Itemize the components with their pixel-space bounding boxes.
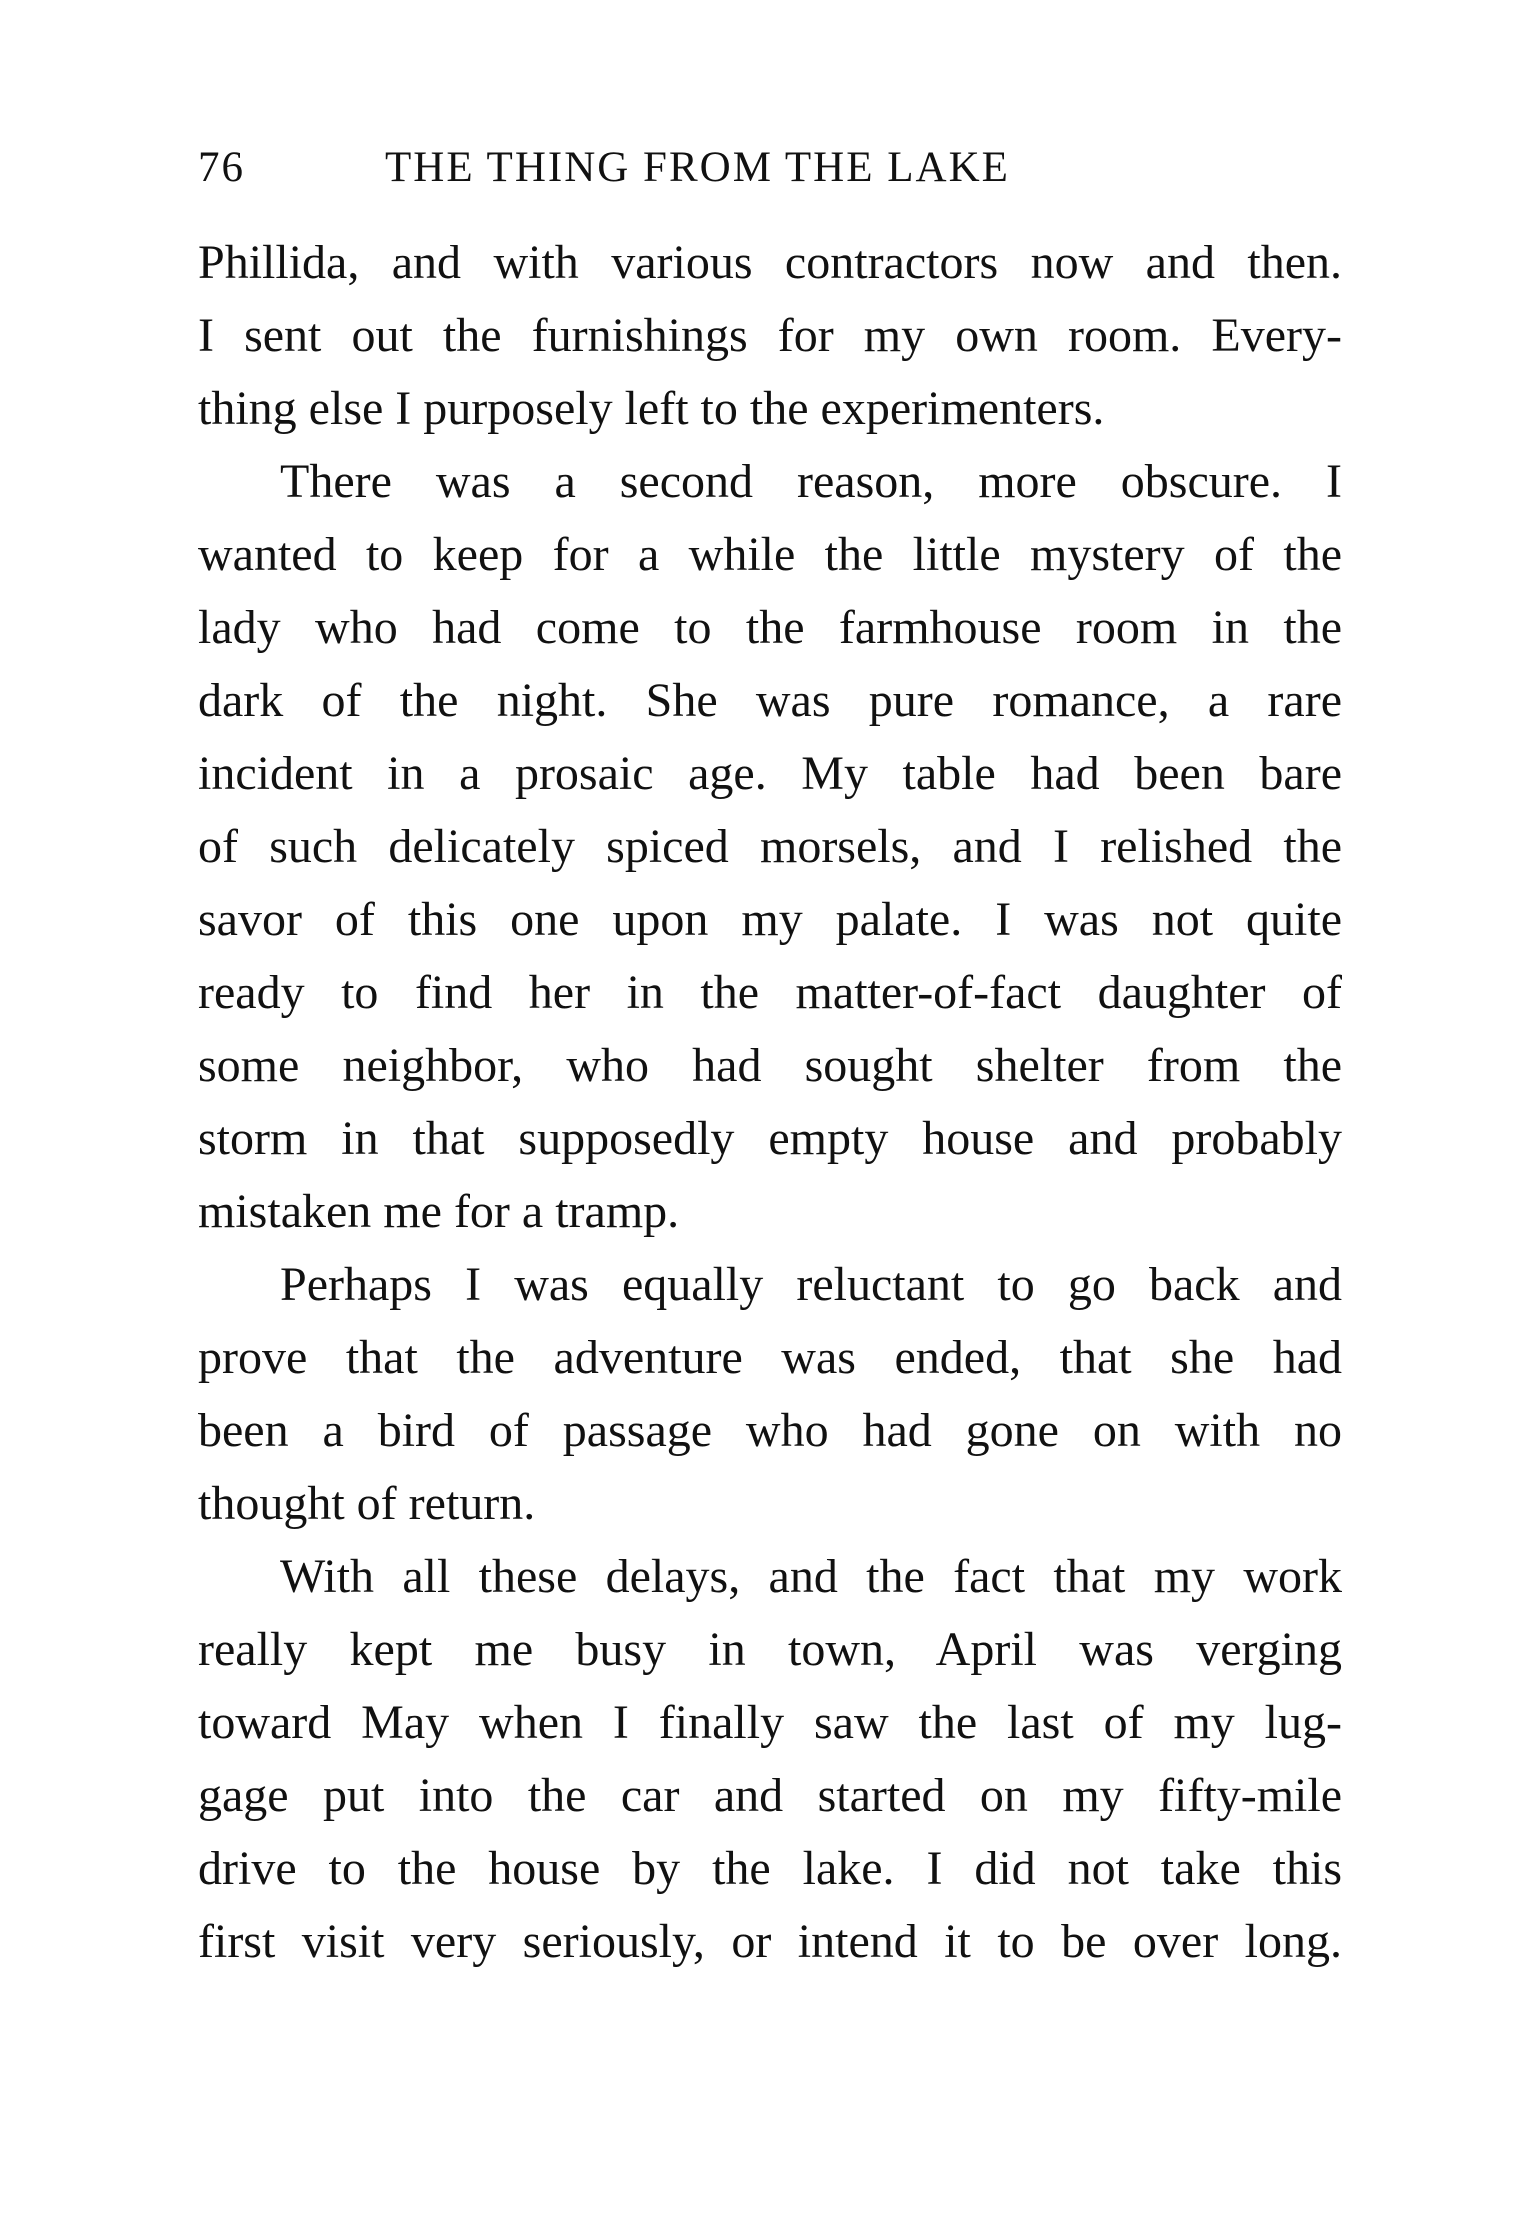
page-number: 76: [198, 144, 245, 191]
text-line: wanted to keep for a while the little mystery of the: [198, 528, 1342, 581]
text-line: incident in a prosaic age. My table had been bare: [198, 747, 1342, 800]
text-line: thought of return.: [198, 1477, 536, 1530]
text-line: Phillida, and with various contractors now and then.: [198, 236, 1342, 289]
text-line: I sent out the furnishings for my own room. Every-: [198, 309, 1342, 362]
running-head: [198, 138, 1342, 198]
text-line: storm in that supposedly empty house and probably: [198, 1112, 1342, 1165]
text-line: really kept me busy in town, April was verging: [198, 1623, 1342, 1676]
text-line: lady who had come to the farmhouse room in the: [198, 601, 1342, 654]
text-line: been a bird of passage who had gone on with no: [198, 1404, 1342, 1457]
text-line: mistaken me for a tramp.: [198, 1185, 680, 1238]
text-line: With all these delays, and the fact that my work: [280, 1550, 1342, 1603]
text-line: toward May when I finally saw the last of my lug-: [198, 1696, 1342, 1749]
running-title: THE THING FROM THE LAKE: [385, 144, 1010, 191]
text-line: drive to the house by the lake. I did not take this: [198, 1842, 1342, 1895]
text-line: savor of this one upon my palate. I was not quite: [198, 893, 1342, 946]
text-line: There was a second reason, more obscure. I: [280, 455, 1342, 508]
text-line: dark of the night. She was pure romance, a rare: [198, 674, 1342, 727]
text-line: Perhaps I was equally reluctant to go back and: [280, 1258, 1342, 1311]
text-line: of such delicately spiced morsels, and I relished the: [198, 820, 1342, 873]
text-line: thing else I purposely left to the experimenters.: [198, 382, 1105, 435]
text-line: first visit very seriously, or intend it to be over long.: [198, 1915, 1342, 1968]
text-line: prove that the adventure was ended, that she had: [198, 1331, 1342, 1384]
body-text: [198, 226, 1342, 1978]
text-line: some neighbor, who had sought shelter from the: [198, 1039, 1342, 1092]
text-line: ready to find her in the matter-of-fact daughter of: [198, 966, 1342, 1019]
text-line: gage put into the car and started on my fifty-mile: [198, 1769, 1342, 1822]
